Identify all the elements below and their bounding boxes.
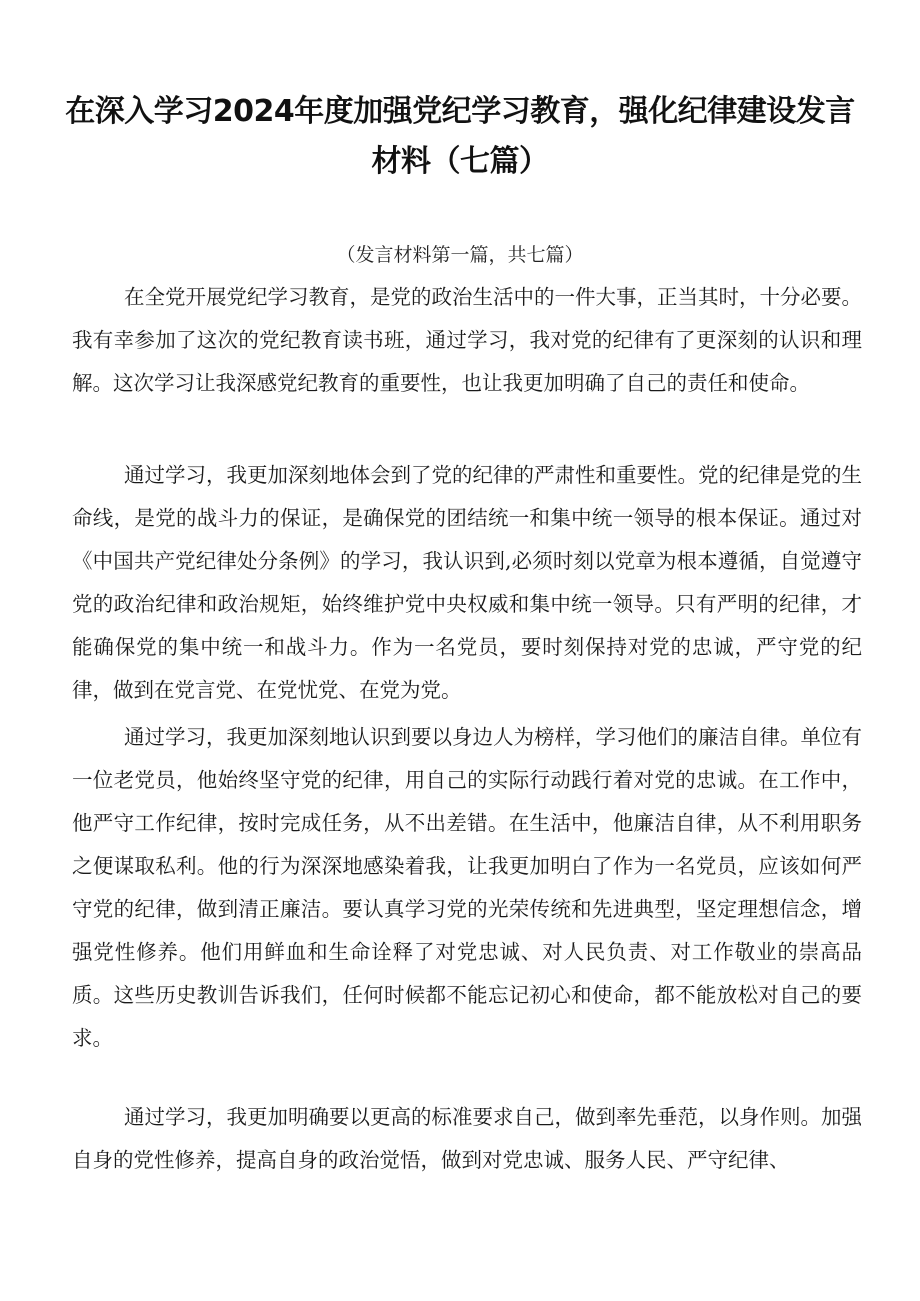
document-title-line-1: 在深入学习2024年度加强党纪学习教育，强化纪律建设发言 [65,94,855,129]
paragraph-text: 在全党开展党纪学习教育，是党的政治生活中的一件大事，正当其时，十分必要。我有幸参加了这次的党纪教育读书班，通过学习，我对党的纪律有了更深刻的认识和理解。这次学习让我深感党纪教育的重要性，也让我更加明确了自己的责任和使命。 [72,285,862,395]
paragraph [72,1096,862,1182]
paragraph [72,454,862,712]
paragraph-text: 通过学习，我更加明确要以更高的标准要求自己，做到率先垂范，以身作则。加强自身的党性修养，提高自身的政治觉悟，做到对党忠诚、服务人民、严守纪律、 [72,1105,862,1172]
paragraph [72,276,862,405]
document-subtitle: （发言材料第一篇，共七篇） [336,244,584,266]
paragraph-text: 通过学习，我更加深刻地认识到要以身边人为榜样，学习他们的廉洁自律。单位有一位老党员，他始终坚守党的纪律，用自己的实际行动践行着对党的忠诚。在工作中，他严守工作纪律，按时完成任务，从不出差错。在生活中，他廉洁自律，从不利用职务之便谋取私利。他的行为深深地感染着我，让我更加明白了作为一名党员，应该如何严守党的纪律，做到清正廉洁。要认真学习党的光荣传统和先进典型，坚定理想信念，增强党性修养。他们用鲜血和生命诠释了对党忠诚、对人民负责、对工作敬业的崇高品质。这些历史教训告诉我们，任何时候都不能忘记初心和使命，都不能放松对自己的要求。 [72,725,862,1050]
paragraph-text: 通过学习，我更加深刻地体会到了党的纪律的严肃性和重要性。党的纪律是党的生命线，是党的战斗力的保证，是确保党的团结统一和集中统一领导的根本保证。通过对《中国共产党纪律处分条例》的学习，我认识到,必须时刻以党章为根本遵循，自觉遵守党的政治纪律和政治规矩，始终维护党中央权威和集中统一领导。只有严明的纪律，才能确保党的集中统一和战斗力。作为一名党员，要时刻保持对党的忠诚，严守党的纪律，做到在党言党、在党忧党、在党为党。 [72,463,862,702]
document-title-line-2: 材料（七篇） [371,144,549,179]
paragraph [72,716,862,1060]
